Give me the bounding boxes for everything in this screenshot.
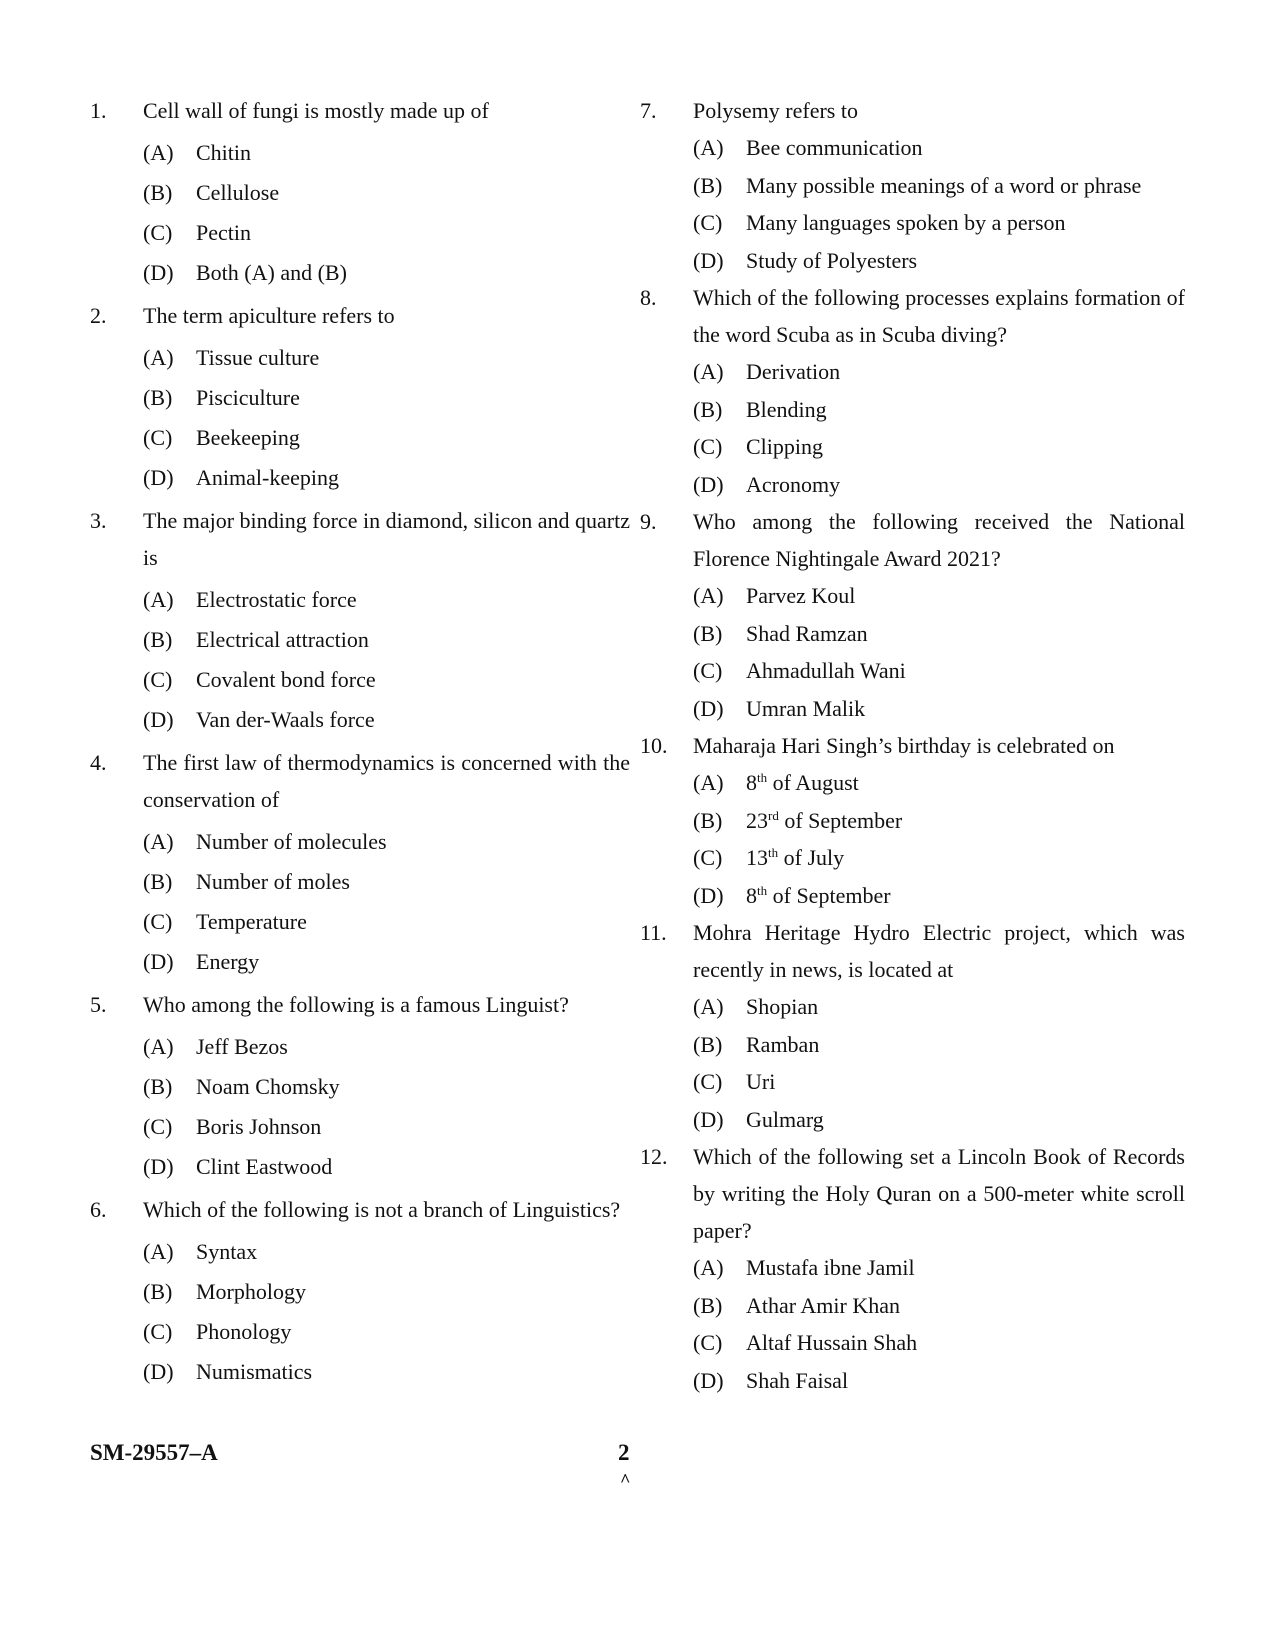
question-block	[90, 92, 630, 293]
option-item	[693, 1063, 1185, 1101]
option-letter: (B)	[143, 180, 173, 205]
option-text: Parvez Koul	[746, 583, 856, 608]
option-letter: (A)	[693, 994, 724, 1019]
question	[90, 744, 630, 818]
option-letter: (C)	[693, 1069, 723, 1094]
option-text: Umran Malik	[746, 695, 866, 721]
option-text: Clipping	[746, 434, 824, 459]
option-text: Bee communication	[746, 135, 923, 160]
option-letter: (C)	[693, 658, 723, 683]
option-item	[143, 1272, 630, 1312]
option-letter: (D)	[693, 247, 724, 273]
option-letter: (D)	[693, 1106, 724, 1132]
option-item	[693, 1249, 1185, 1287]
question-number: 4.	[90, 750, 107, 775]
options-list	[90, 1027, 630, 1187]
ordinal-suffix: rd	[768, 807, 779, 823]
option-text	[746, 845, 844, 870]
question	[640, 279, 1185, 353]
option-text: Shopian	[746, 994, 819, 1019]
ordinal-suffix: th	[757, 770, 768, 785]
option-letter: (B)	[693, 396, 723, 422]
option-text: Tissue culture	[196, 345, 320, 370]
option-letter: (D)	[693, 1367, 724, 1393]
question-text: Which of the following processes explains formation of the word Scuba as in Scuba diving?	[693, 285, 1185, 347]
options-list	[90, 1232, 630, 1392]
option-text: Energy	[196, 949, 260, 974]
option-letter: (D)	[143, 1154, 174, 1179]
option-text: Animal-keeping	[196, 465, 339, 490]
option-text: Electrostatic force	[196, 587, 357, 612]
question-number: 11.	[640, 920, 667, 945]
question-number: 8.	[640, 285, 657, 310]
option-rest: of July	[778, 845, 845, 870]
option-item	[143, 862, 630, 902]
option-item	[143, 173, 630, 213]
option-text: Phonology	[196, 1319, 292, 1344]
question-text: Cell wall of fungi is mostly made up of	[143, 98, 489, 123]
option-item	[693, 877, 1185, 915]
question	[640, 503, 1185, 577]
option-text: Altaf Hussain Shah	[746, 1330, 918, 1355]
option-text: Cellulose	[196, 180, 280, 205]
option-item	[693, 839, 1185, 877]
question-text: Who among the following received the National Florence Nightingale Award 2021?	[693, 509, 1185, 571]
option-item	[693, 242, 1185, 280]
ordinal-suffix: th	[757, 882, 768, 898]
option-letter: (C)	[143, 1114, 173, 1139]
option-letter: (C)	[693, 434, 723, 459]
option-number: 8	[746, 770, 757, 795]
option-letter: (C)	[143, 1319, 173, 1344]
option-item	[143, 902, 630, 942]
option-text: Pisciculture	[196, 385, 300, 410]
option-letter: (B)	[693, 1031, 723, 1057]
question	[640, 914, 1185, 988]
question-number: 12.	[640, 1144, 668, 1169]
options-list	[640, 764, 1185, 914]
option-item	[693, 1101, 1185, 1139]
option-text: Acronomy	[746, 471, 841, 497]
options-list	[640, 988, 1185, 1138]
option-letter: (C)	[143, 909, 173, 934]
question-block	[90, 502, 630, 740]
option-text: Van der-Waals force	[196, 707, 375, 732]
option-letter: (B)	[143, 627, 173, 652]
option-text: Study of Polyesters	[746, 247, 918, 273]
option-letter: (B)	[143, 869, 173, 894]
option-letter: (C)	[143, 667, 173, 692]
option-text: Clint Eastwood	[196, 1154, 333, 1179]
option-letter: (C)	[693, 1330, 723, 1355]
right-column	[640, 92, 1185, 1399]
options-list	[640, 353, 1185, 503]
option-letter: (C)	[143, 220, 173, 245]
option-item	[143, 660, 630, 700]
option-text: Morphology	[196, 1279, 306, 1304]
option-letter: (A)	[143, 345, 174, 370]
option-letter: (D)	[143, 1359, 174, 1384]
option-item	[143, 1067, 630, 1107]
option-text: Blending	[746, 396, 827, 422]
option-item	[693, 577, 1185, 615]
question	[640, 92, 1185, 129]
question-block	[640, 914, 1185, 1138]
option-item	[693, 129, 1185, 167]
option-letter: (B)	[143, 1279, 173, 1304]
option-item	[143, 580, 630, 620]
page-number: 2	[618, 1440, 630, 1465]
question-number: 7.	[640, 98, 657, 123]
option-letter: (D)	[693, 471, 724, 497]
option-letter: (A)	[693, 135, 724, 160]
option-item	[143, 338, 630, 378]
option-text: Jeff Bezos	[196, 1034, 288, 1059]
option-text: Uri	[746, 1069, 776, 1094]
option-letter: (B)	[693, 620, 723, 646]
left-column	[90, 92, 630, 1396]
question	[90, 1191, 630, 1228]
option-item	[143, 133, 630, 173]
option-item	[143, 1232, 630, 1272]
option-rest: of September	[778, 807, 903, 833]
option-letter: (A)	[143, 1239, 174, 1264]
question	[90, 986, 630, 1023]
option-text	[746, 808, 902, 833]
option-item	[693, 1026, 1185, 1064]
options-list	[640, 129, 1185, 279]
question-number: 6.	[90, 1197, 107, 1222]
options-list	[90, 580, 630, 740]
option-text: Derivation	[746, 359, 841, 384]
question-text: Who among the following is a famous Linguist?	[143, 992, 569, 1017]
option-text	[746, 770, 859, 795]
question	[90, 502, 630, 576]
option-text: Ahmadullah Wani	[746, 658, 906, 683]
caret-mark: ^	[620, 1470, 631, 1490]
option-letter: (D)	[693, 695, 724, 721]
option-rest: of September	[767, 882, 891, 908]
option-text: Noam Chomsky	[196, 1074, 340, 1099]
option-number: 13	[746, 845, 768, 870]
options-list	[90, 822, 630, 982]
option-text: Beekeeping	[196, 425, 300, 450]
question	[640, 1138, 1185, 1249]
question-number: 3.	[90, 508, 107, 533]
option-item	[143, 942, 630, 982]
question-number: 2.	[90, 303, 107, 328]
option-number: 23	[746, 807, 768, 833]
option-item	[143, 1107, 630, 1147]
question-block	[640, 279, 1185, 503]
question-text: Which of the following is not a branch of Linguistics?	[143, 1197, 621, 1222]
option-letter: (A)	[143, 1034, 174, 1059]
question-block	[640, 92, 1185, 279]
option-item	[143, 418, 630, 458]
option-letter: (B)	[693, 807, 723, 833]
option-letter: (A)	[143, 587, 174, 612]
option-text: Covalent bond force	[196, 667, 376, 692]
option-item	[693, 167, 1185, 205]
option-item	[143, 1027, 630, 1067]
option-item	[693, 615, 1185, 653]
ordinal-suffix: th	[768, 845, 779, 860]
question	[90, 92, 630, 129]
option-text: Athar Amir Khan	[746, 1292, 900, 1318]
question-block	[640, 727, 1185, 914]
option-text: Syntax	[196, 1239, 258, 1264]
option-text: Ramban	[746, 1031, 820, 1057]
options-list	[90, 133, 630, 293]
option-letter: (D)	[143, 707, 174, 732]
question-number: 10.	[640, 733, 668, 758]
option-item	[143, 378, 630, 418]
option-text	[746, 883, 891, 908]
option-letter: (D)	[143, 260, 174, 285]
option-letter: (A)	[143, 829, 174, 854]
question-text: The major binding force in diamond, silicon and quartz is	[143, 508, 630, 570]
option-item	[693, 466, 1185, 504]
option-letter: (B)	[693, 1292, 723, 1318]
option-text: Chitin	[196, 140, 252, 165]
option-letter: (D)	[693, 882, 724, 908]
question-text: Polysemy refers to	[693, 98, 858, 123]
option-rest: of August	[767, 770, 859, 795]
question-text: Mohra Heritage Hydro Electric project, which was recently in news, is located at	[693, 920, 1185, 982]
question-block	[640, 1138, 1185, 1399]
question-text: The first law of thermodynamics is concerned with the conservation of	[143, 750, 630, 812]
question-text: Which of the following set a Lincoln Book of Records by writing the Holy Quran on a 500-meter white scroll paper?	[693, 1144, 1185, 1243]
option-text: Both (A) and (B)	[196, 260, 347, 285]
option-item	[143, 458, 630, 498]
option-letter: (C)	[143, 425, 173, 450]
option-item	[143, 620, 630, 660]
option-letter: (A)	[693, 1255, 724, 1280]
option-item	[693, 391, 1185, 429]
options-list	[90, 338, 630, 498]
option-item	[143, 822, 630, 862]
options-list	[640, 577, 1185, 727]
option-letter: (C)	[693, 210, 723, 235]
question	[90, 297, 630, 334]
question	[640, 727, 1185, 764]
option-item	[693, 1362, 1185, 1400]
option-text: Boris Johnson	[196, 1114, 322, 1139]
option-text: Number of moles	[196, 869, 350, 894]
option-text: Gulmarg	[746, 1106, 824, 1132]
option-text: Electrical attraction	[196, 627, 369, 652]
option-item	[693, 690, 1185, 728]
question-block	[640, 503, 1185, 727]
question-text: Maharaja Hari Singh’s birthday is celebrated on	[693, 733, 1115, 758]
option-letter: (B)	[693, 172, 723, 198]
option-letter: (D)	[143, 465, 174, 490]
option-letter: (A)	[693, 583, 724, 608]
option-letter: (A)	[143, 140, 174, 165]
option-number: 8	[746, 882, 757, 908]
option-text: Shah Faisal	[746, 1367, 849, 1393]
option-item	[143, 213, 630, 253]
option-letter: (C)	[693, 845, 723, 870]
option-item	[693, 353, 1185, 391]
option-letter: (A)	[693, 359, 724, 384]
question-number: 5.	[90, 992, 107, 1017]
question-block	[90, 297, 630, 498]
paper-code: SM-29557–A	[90, 1440, 218, 1465]
option-item	[143, 1352, 630, 1392]
option-item	[143, 700, 630, 740]
question-number: 9.	[640, 509, 657, 534]
option-item	[143, 1147, 630, 1187]
option-text: Pectin	[196, 220, 251, 245]
question-number: 1.	[90, 98, 107, 123]
option-text: Mustafa ibne Jamil	[746, 1255, 915, 1280]
option-text: Many possible meanings of a word or phrase	[746, 172, 1142, 198]
option-item	[693, 988, 1185, 1026]
option-item	[693, 428, 1185, 466]
question-block	[90, 1191, 630, 1392]
question-block	[90, 986, 630, 1187]
option-text: Shad Ramzan	[746, 620, 868, 646]
option-item	[693, 764, 1185, 802]
option-item	[693, 204, 1185, 242]
option-text: Many languages spoken by a person	[746, 210, 1066, 235]
options-list	[640, 1249, 1185, 1399]
option-letter: (A)	[693, 770, 724, 795]
option-letter: (B)	[143, 1074, 173, 1099]
option-item	[143, 253, 630, 293]
option-text: Numismatics	[196, 1359, 313, 1384]
option-item	[693, 1324, 1185, 1362]
option-item	[693, 1287, 1185, 1325]
option-item	[143, 1312, 630, 1352]
option-text: Number of molecules	[196, 829, 387, 854]
option-letter: (B)	[143, 385, 173, 410]
question-text: The term apiculture refers to	[143, 303, 395, 328]
option-item	[693, 652, 1185, 690]
question-block	[90, 744, 630, 982]
option-item	[693, 802, 1185, 840]
option-letter: (D)	[143, 949, 174, 974]
option-text: Temperature	[196, 909, 307, 934]
